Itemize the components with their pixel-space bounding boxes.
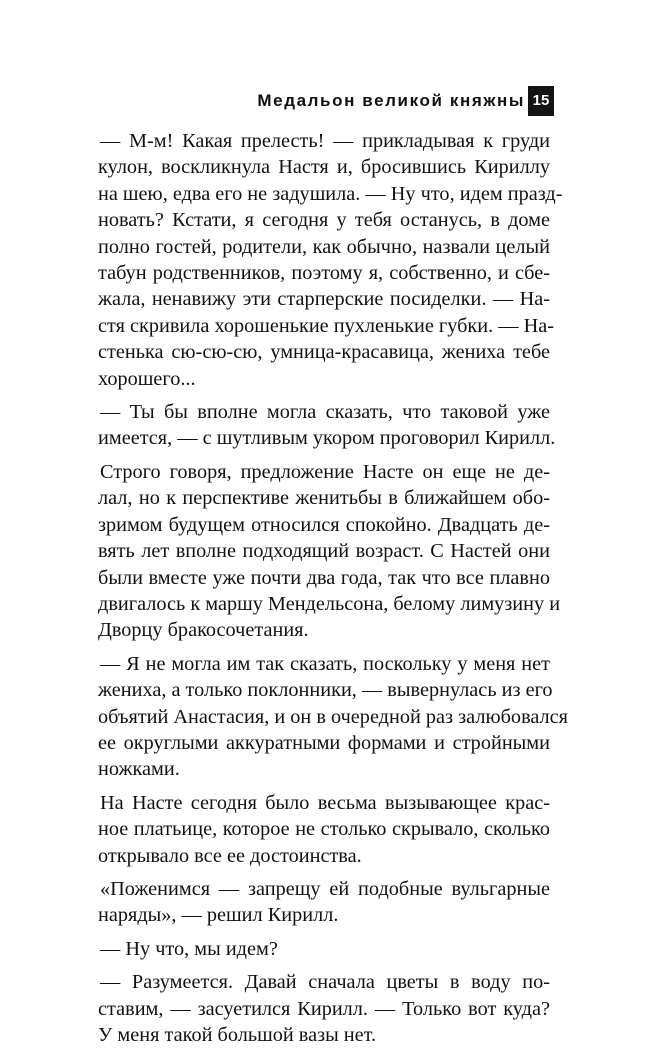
text-line: полно гостей, родители, как обычно, назвали целый [98,235,550,258]
paragraph [98,399,556,452]
text-line: жала, ненавижу эти старперские посиделки. — На- [98,288,550,311]
text-line: открывало все ее достоинства. [98,844,362,867]
text-line: были вместе уже почти два года, так что все плавно [98,566,550,589]
text-line: наряды», — решил Кирилл. [98,904,339,927]
text-line: жениха, а только поклонники, — вывернулась из его [98,679,553,702]
text-line: стенька сю-сю-сю, умница-красавица, жениха тебе [98,341,550,364]
text-line: У меня такой большой вазы нет. [98,1024,377,1046]
text-line: На Насте сегодня было весьма вызывающее крас- [100,791,550,814]
paragraph [98,876,550,929]
text-line: — Ну что, мы идем? [100,937,278,960]
text-line: Строго говоря, предложение Насте он еще не де- [100,460,550,483]
paragraph [98,936,550,962]
paragraph [98,790,550,869]
text-line: двигалось к маршу Мендельсона, белому лимузину и [98,592,561,615]
text-line: объятий Анастасия, и он в очередной раз залюбовался [98,705,569,728]
paragraph [98,459,561,644]
text-line: Дворцу бракосочетания. [98,619,309,642]
text-line: кулон, воскликнула Настя и, бросившись Кириллу [98,156,550,179]
text-line: ное платьице, которое не столько скрывало, сколько [98,818,550,841]
book-title: Медальон великой княжны [257,91,525,110]
text-line: ставим, — засуетился Кирилл. — Только вот куда? [98,997,550,1020]
page-number: 15 [528,86,554,116]
paragraph [98,969,550,1048]
text-line: — М-м! Какая прелесть! — прикладывая к груди [100,130,550,152]
text-line: зримом будущем относился спокойно. Двадцать де- [98,513,550,536]
paragraph [98,651,569,783]
text-line: вять лет вполне подходящий возраст. С Настей они [98,540,550,563]
paragraph [98,128,563,392]
text-line: лал, но к перспективе женитьбы в ближайшем обо- [98,487,550,510]
running-header [0,86,661,116]
body-text [98,128,569,1055]
text-line: стя скривила хорошенькие пухленькие губки. — На- [98,314,555,337]
text-line: ее округлыми аккуратными формами и стройными [98,731,550,754]
text-line: «Поженимся — запрещу ей подобные вульгарные [100,877,550,900]
text-line: новать? Кстати, я сегодня у тебя останусь, в доме [98,209,550,232]
text-line: — Ты бы вполне могла сказать, что таковой уже [100,401,550,424]
text-line: — Я не могла им так сказать, поскольку у меня нет [100,652,550,675]
text-line: имеется, — с шутливым укором проговорил Кирилл. [98,427,556,450]
text-line: хорошего... [98,367,196,390]
text-line: на шею, едва его не задушила. — Ну что, идем празд- [98,182,563,205]
text-line: — Разумеется. Давай сначала цветы в воду по- [100,971,550,994]
text-line: ножками. [98,758,180,781]
text-line: табун родственников, поэтому я, собственно, и сбе- [98,262,550,285]
